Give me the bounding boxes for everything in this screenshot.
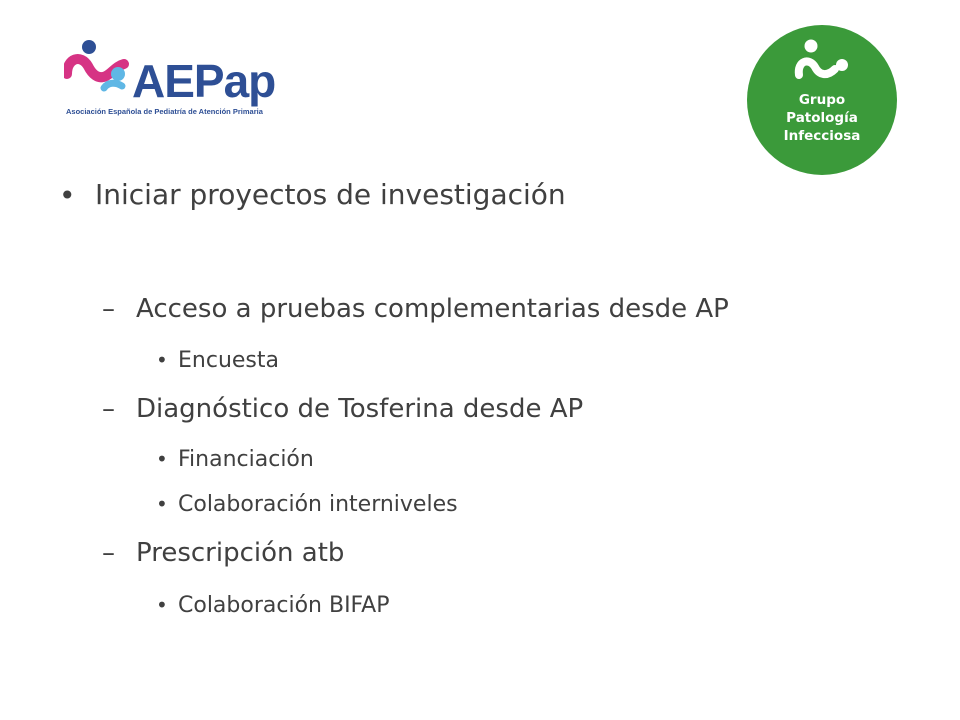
bullet-text: Iniciar proyectos de investigación <box>95 178 566 211</box>
grupo-line-2: Patología <box>786 110 858 126</box>
sub-sub-item-colaboracion-interniveles <box>156 492 458 517</box>
sub-sub-item-text: Colaboración interniveles <box>178 492 458 517</box>
bullet-marker: • <box>156 447 168 471</box>
sub-item-text: Diagnóstico de Tosferina desde AP <box>136 394 584 424</box>
sub-sub-item-text: Encuesta <box>178 348 279 373</box>
sub-item-text: Prescripción atb <box>136 538 345 568</box>
grupo-line-3: Infecciosa <box>783 128 861 144</box>
sub-item-prescripcion <box>102 538 345 568</box>
dash-marker: – <box>102 538 115 568</box>
dash-marker: – <box>102 394 115 424</box>
sub-item-text: Acceso a pruebas complementarias desde AP <box>136 294 729 324</box>
sub-sub-item-financiacion <box>156 447 314 472</box>
bullet-marker: • <box>59 179 76 212</box>
bullet-marker: • <box>156 593 168 617</box>
sub-sub-item-text: Financiación <box>178 447 314 472</box>
sub-item-acceso <box>102 294 729 324</box>
sub-item-tosferina <box>102 394 584 424</box>
sub-sub-item-text: Colaboración BIFAP <box>178 593 390 618</box>
bullet-item-main <box>59 178 566 212</box>
bullet-marker: • <box>156 492 168 516</box>
aepap-subtitle: Asociación Española de Pediatría de Atención Primaria <box>66 107 263 116</box>
aepap-wordmark: AEPap <box>132 55 276 107</box>
sub-sub-item-encuesta <box>156 348 279 373</box>
bullet-marker: • <box>156 348 168 372</box>
sub-sub-item-colaboracion-bifap <box>156 593 390 618</box>
dash-marker: – <box>102 294 115 324</box>
grupo-line-1: Grupo <box>798 92 846 108</box>
